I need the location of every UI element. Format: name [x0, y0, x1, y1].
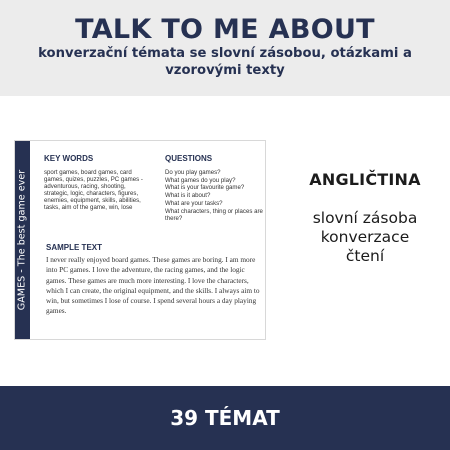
page-subtitle: konverzační témata se slovní zásobou, otázkami a vzorovými texty [38, 46, 412, 78]
product-info [290, 170, 440, 266]
card-spine [15, 141, 30, 339]
keywords-text: sport games, board games, card games, quizes, puzzles, PC games - adventurous, racing, shooting, strategic, logic, characters, figures, enemies, equipment, skills, abilities, tasks, aim of the game, win, lose [44, 169, 143, 211]
feature-item: konverzace [320, 228, 410, 246]
question-item: Do you play games? [165, 169, 221, 176]
topic-count: 39 TÉMAT [170, 406, 280, 430]
feature-list [290, 209, 440, 266]
keywords-heading: KEY WORDS [44, 154, 94, 163]
sample-text: I never really enjoyed board games. These games are boring. I am more into PC games. I love the adventure, the racing games, and the logic games. These games are much more interesting. I love the characters, which I can create, the original equipment, and the skills. I always aim to win, but sometimes I lose of course. I spend several hours a day playing games. [46, 255, 260, 316]
feature-item: čtení [345, 247, 385, 265]
question-item: What is your favourite game? [165, 184, 245, 192]
question-item: What are your tasks? [165, 199, 223, 207]
question-item: What is it about? [165, 192, 211, 200]
spine-label: GAMES - The best game ever [16, 169, 28, 311]
question-item: What characters, thing or places are there? [165, 207, 263, 223]
question-item: What games do you play? [165, 176, 236, 184]
sample-heading: SAMPLE TEXT [46, 243, 103, 252]
questions-list [165, 169, 263, 223]
feature-item: slovní zásoba [312, 209, 418, 227]
footer-banner [0, 386, 450, 450]
header-banner [0, 0, 450, 96]
sample-page-card [14, 140, 266, 340]
page-title: TALK TO ME ABOUT [75, 14, 375, 45]
language-label: ANGLIČTINA [309, 170, 421, 189]
questions-heading: QUESTIONS [165, 154, 213, 163]
